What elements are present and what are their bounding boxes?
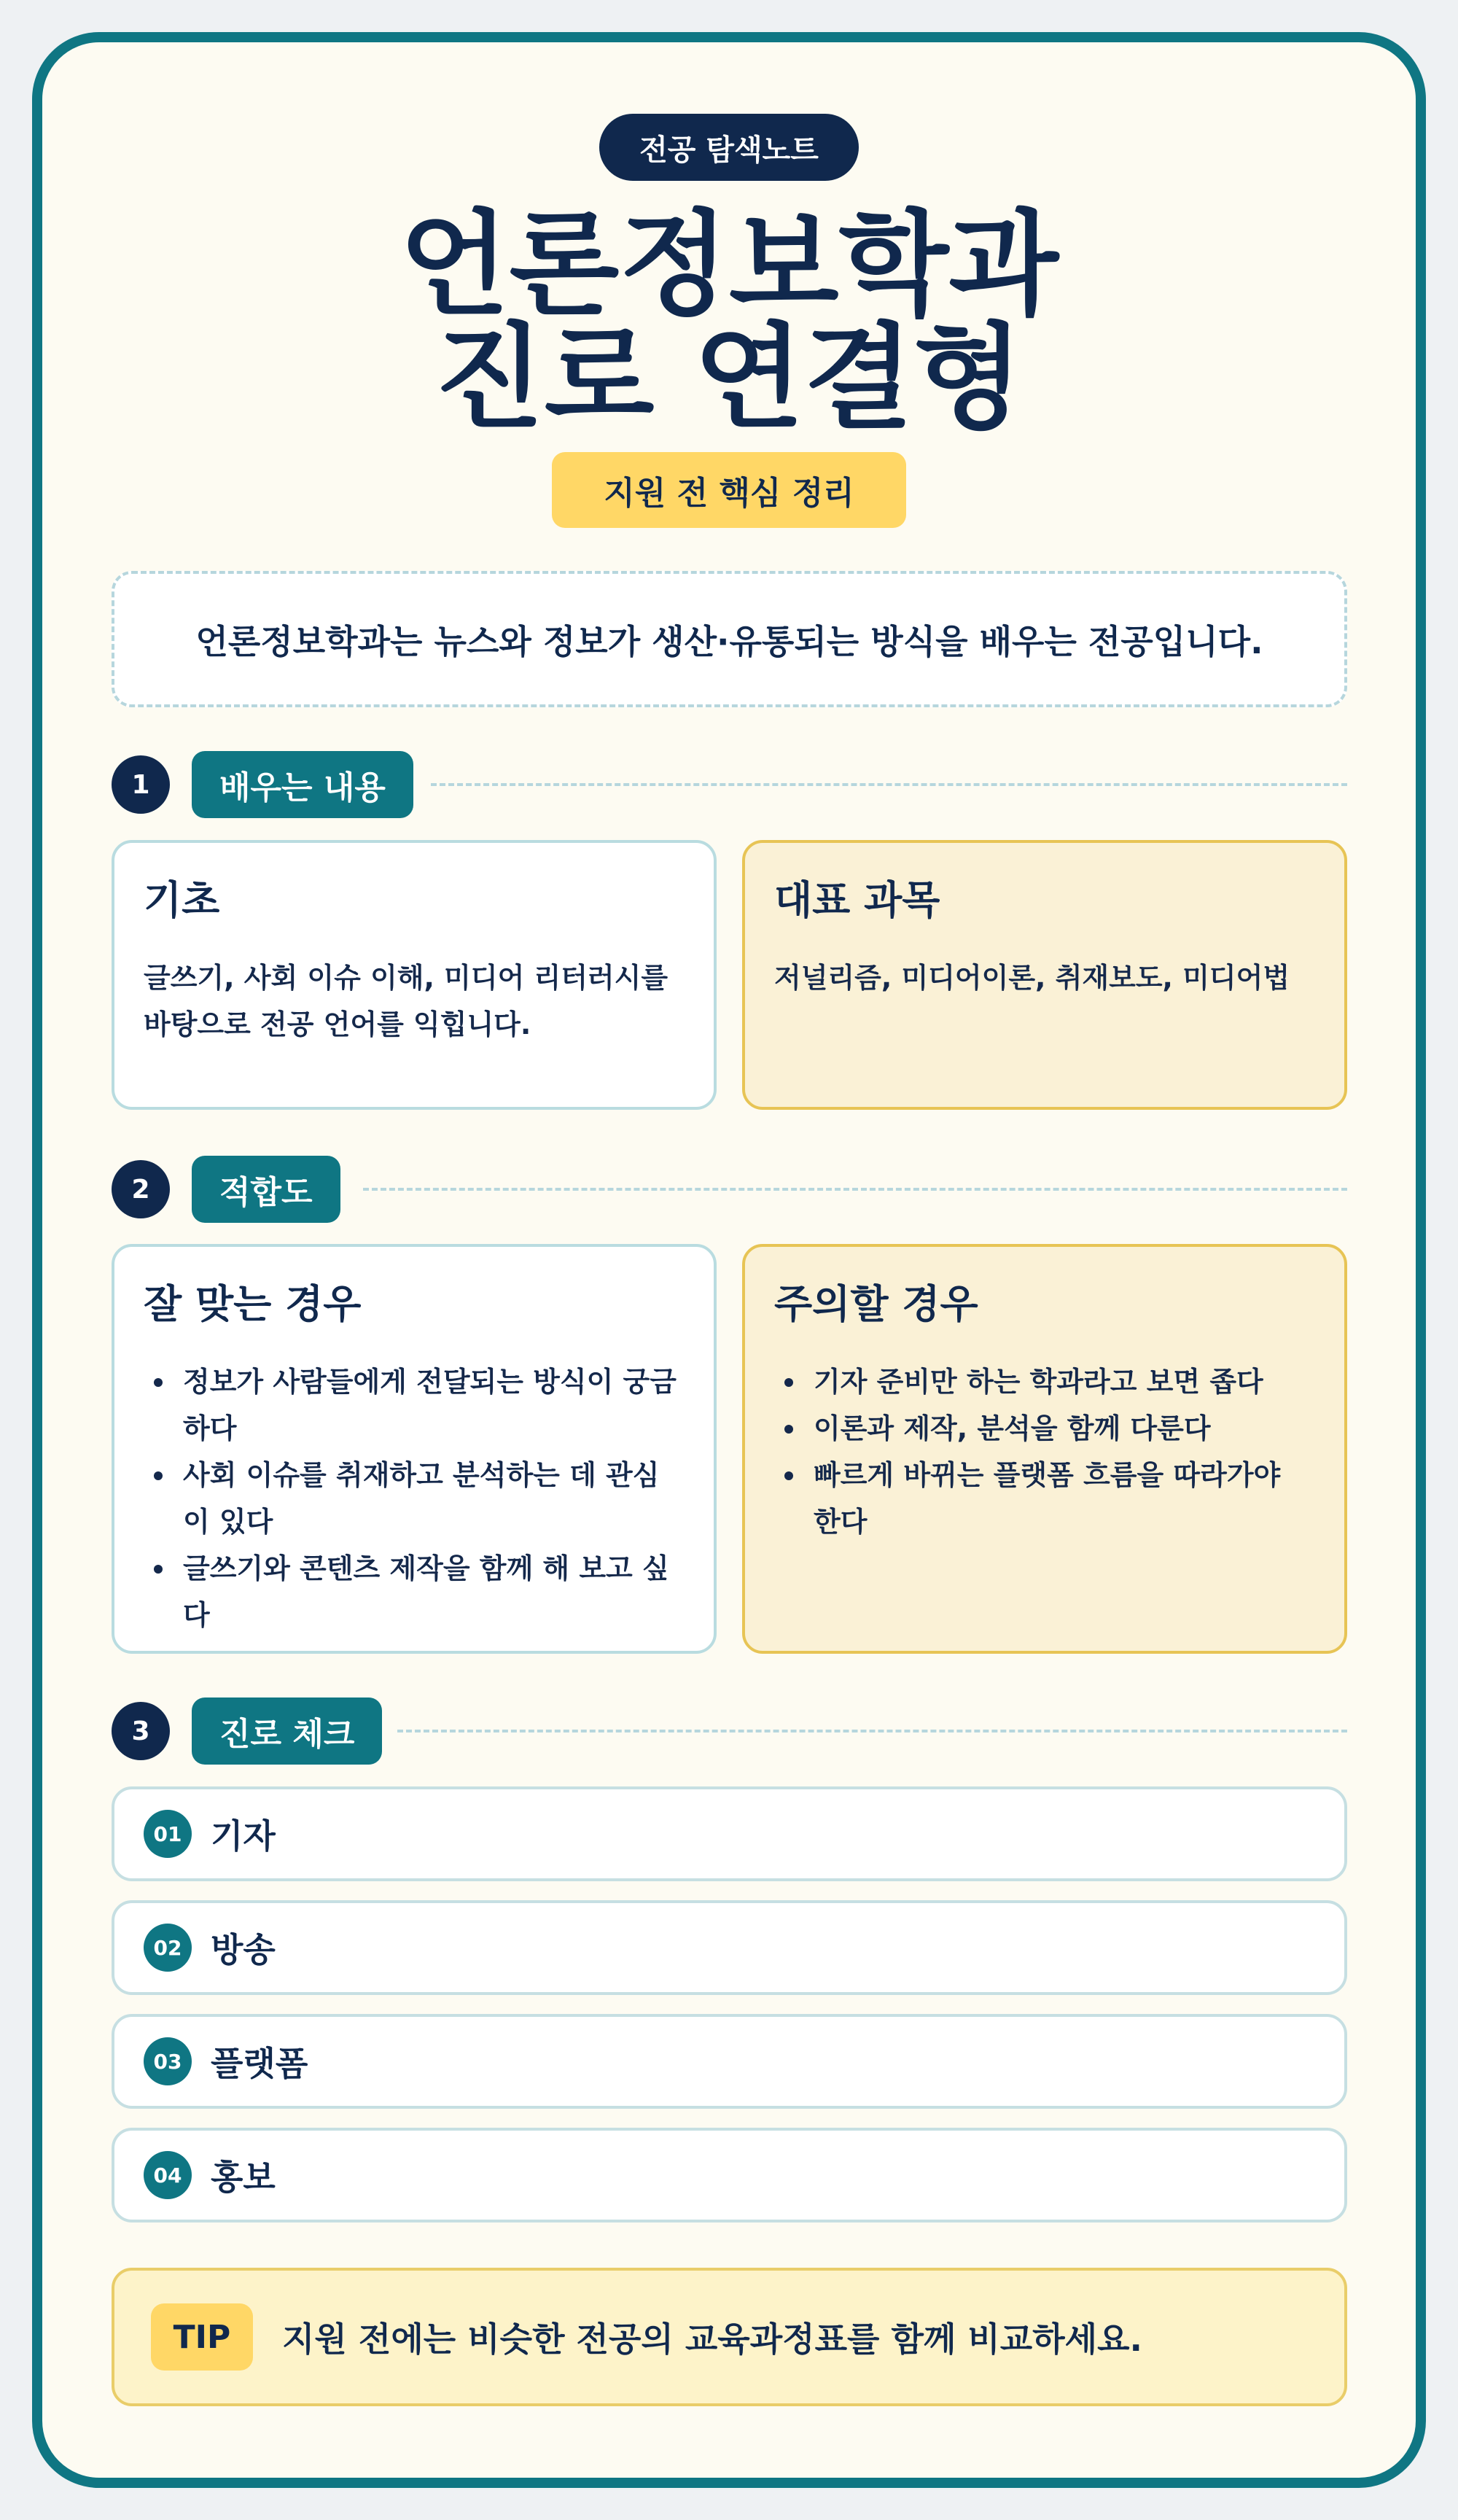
- intro-box: [112, 571, 1347, 707]
- career-item-pr: [112, 2128, 1347, 2222]
- caution-list: [774, 1358, 1315, 1545]
- page-title-line2: 진로 연결형: [434, 311, 1024, 444]
- subtitle-badge: 지원 전 핵심 정리: [552, 452, 906, 528]
- section-3-label: 진로 체크: [192, 1698, 382, 1765]
- list-item: 글쓰기와 콘텐츠 제작을 함께 해 보고 싶다: [144, 1545, 685, 1638]
- section-3-header: [112, 1698, 1347, 1765]
- career-number: 02: [144, 1924, 192, 1972]
- tip-box: [112, 2268, 1347, 2406]
- caution-title: 주의할 경우: [774, 1281, 978, 1327]
- list-item: 빠르게 바뀌는 플랫폼 흐름을 따라가야 한다: [774, 1452, 1315, 1545]
- career-label: 기자: [211, 1816, 276, 1856]
- section-1-number: 1: [112, 755, 170, 814]
- subjects-title: 대표 과목: [774, 877, 940, 923]
- career-number: 04: [144, 2151, 192, 2199]
- section-1-divider: [431, 783, 1347, 786]
- section-1-header: [112, 751, 1347, 818]
- basics-box: [112, 840, 717, 1110]
- section-3-divider: [397, 1730, 1347, 1732]
- subjects-text: 저널리즘, 미디어이론, 취재보도, 미디어법: [774, 962, 1290, 994]
- section-2-label: 적합도: [192, 1156, 340, 1223]
- section-2-header: [112, 1156, 1347, 1223]
- career-item-platform: [112, 2014, 1347, 2109]
- section-2-number: 2: [112, 1160, 170, 1218]
- intro-text: 언론정보학과는 뉴스와 정보가 생산·유통되는 방식을 배우는 전공입니다.: [195, 621, 1263, 661]
- section-1-label: 배우는 내용: [192, 751, 413, 818]
- list-item: 기자 준비만 하는 학과라고 보면 좁다: [774, 1358, 1315, 1405]
- section-2-divider: [363, 1188, 1347, 1191]
- list-item: 정보가 사람들에게 전달되는 방식이 궁금하다: [144, 1358, 685, 1452]
- career-label: 홍보: [211, 2158, 276, 2197]
- career-item-journalist: [112, 1786, 1347, 1881]
- tip-text: 지원 전에는 비슷한 전공의 교육과정표를 함께 비교하세요.: [282, 2319, 1143, 2359]
- career-label: 방송: [211, 1930, 276, 1969]
- good-fit-box: [112, 1244, 717, 1654]
- page-title-line1: 언론정보학과: [399, 198, 1059, 331]
- career-number: 01: [144, 1810, 192, 1858]
- career-item-broadcasting: [112, 1900, 1347, 1995]
- caution-box: [742, 1244, 1347, 1654]
- section-3-number: 3: [112, 1702, 170, 1760]
- basics-text: 글쓰기, 사회 이슈 이해, 미디어 리터러시를 바탕으로 전공 언어를 익힙니다.: [144, 962, 668, 1041]
- good-fit-title: 잘 맞는 경우: [144, 1281, 362, 1327]
- subjects-box: [742, 840, 1347, 1110]
- basics-title: 기초: [144, 877, 220, 923]
- tip-tag: TIP: [151, 2303, 253, 2371]
- category-badge: 전공 탐색노트: [599, 114, 859, 181]
- list-item: 이론과 제작, 분석을 함께 다룬다: [774, 1405, 1315, 1452]
- career-label: 플랫폼: [211, 2044, 308, 2083]
- career-number: 03: [144, 2037, 192, 2085]
- list-item: 사회 이슈를 취재하고 분석하는 데 관심이 있다: [144, 1452, 685, 1545]
- good-fit-list: [144, 1358, 685, 1638]
